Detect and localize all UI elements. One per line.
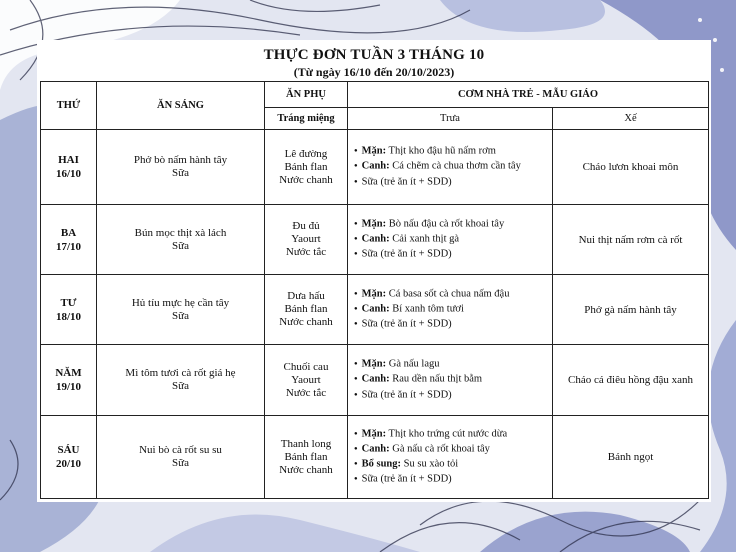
lunch-cell: ● Mặn: Thịt kho trứng cút nước dừa ● Canh: Gà nấu cà rốt khoai tây ● Bổ sung: Su su xào tỏi ● Sữa (trẻ ăn ít + SDD): [348, 416, 553, 499]
lunch-cell: ● Mặn: Cá basa sốt cà chua nấm đậu ● Canh: Bí xanh tôm tươi ● Sữa (trẻ ăn ít + SDD): [348, 275, 553, 345]
table-row: [41, 345, 709, 416]
header-an-phu: ĂN PHỤ: [265, 82, 348, 108]
header-com-nha-tre: CƠM NHÀ TRẺ - MẪU GIÁO: [348, 82, 709, 108]
table-row: [41, 130, 709, 205]
day-cell: SÁU 20/10: [41, 416, 97, 499]
header-an-sang: ĂN SÁNG: [97, 82, 265, 130]
breakfast-cell: Nui bò cà rốt su su Sữa: [97, 416, 265, 499]
header-trua: Trưa: [348, 108, 553, 130]
afternoon-cell: Cháo lươn khoai môn: [553, 130, 709, 205]
breakfast-cell: Hủ tíu mực hẹ cần tây Sữa: [97, 275, 265, 345]
lunch-cell: ● Mặn: Gà nấu lagu ● Canh: Rau dền nấu thịt bằm ● Sữa (trẻ ăn ít + SDD): [348, 345, 553, 416]
table-row: [41, 275, 709, 345]
lunch-cell: ● Mặn: Thịt kho đậu hũ nấm rơm ● Canh: Cá chẽm cà chua thơm cần tây ● Sữa (trẻ ăn ít + SDD): [348, 130, 553, 205]
menu-sheet: [37, 40, 711, 502]
dessert-cell: Dưa hấu Bánh flan Nước chanh: [265, 275, 348, 345]
afternoon-cell: Phở gà nấm hành tây: [553, 275, 709, 345]
header-trang-mieng: Tráng miệng: [265, 108, 348, 130]
table-row: [41, 416, 709, 499]
afternoon-cell: Bánh ngọt: [553, 416, 709, 499]
day-cell: HAI 16/10: [41, 130, 97, 205]
afternoon-cell: Cháo cá điêu hồng đậu xanh: [553, 345, 709, 416]
table-row: [41, 205, 709, 275]
day-cell: BA 17/10: [41, 205, 97, 275]
menu-table: [40, 81, 709, 499]
breakfast-cell: Bún mọc thịt xà lách Sữa: [97, 205, 265, 275]
header-xe: Xế: [553, 108, 709, 130]
breakfast-cell: Phở bò nấm hành tây Sữa: [97, 130, 265, 205]
day-cell: TƯ 18/10: [41, 275, 97, 345]
header-thu: THỨ: [41, 82, 97, 130]
lunch-cell: ● Mặn: Bò nấu đậu cà rốt khoai tây ● Canh: Cải xanh thịt gà ● Sữa (trẻ ăn ít + SDD): [348, 205, 553, 275]
menu-title: THỰC ĐƠN TUẦN 3 THÁNG 10: [263, 47, 485, 63]
dessert-cell: Đu đủ Yaourt Nước tắc: [265, 205, 348, 275]
dessert-cell: Lê đường Bánh flan Nước chanh: [265, 130, 348, 205]
day-cell: NĂM 19/10: [41, 345, 97, 416]
dessert-cell: Thanh long Bánh flan Nước chanh: [265, 416, 348, 499]
dessert-cell: Chuối cau Yaourt Nước tắc: [265, 345, 348, 416]
menu-subtitle: (Từ ngày 16/10 đến 20/10/2023): [293, 65, 455, 79]
afternoon-cell: Nui thịt nấm rơm cà rốt: [553, 205, 709, 275]
breakfast-cell: Mì tôm tươi cà rốt giá hẹ Sữa: [97, 345, 265, 416]
